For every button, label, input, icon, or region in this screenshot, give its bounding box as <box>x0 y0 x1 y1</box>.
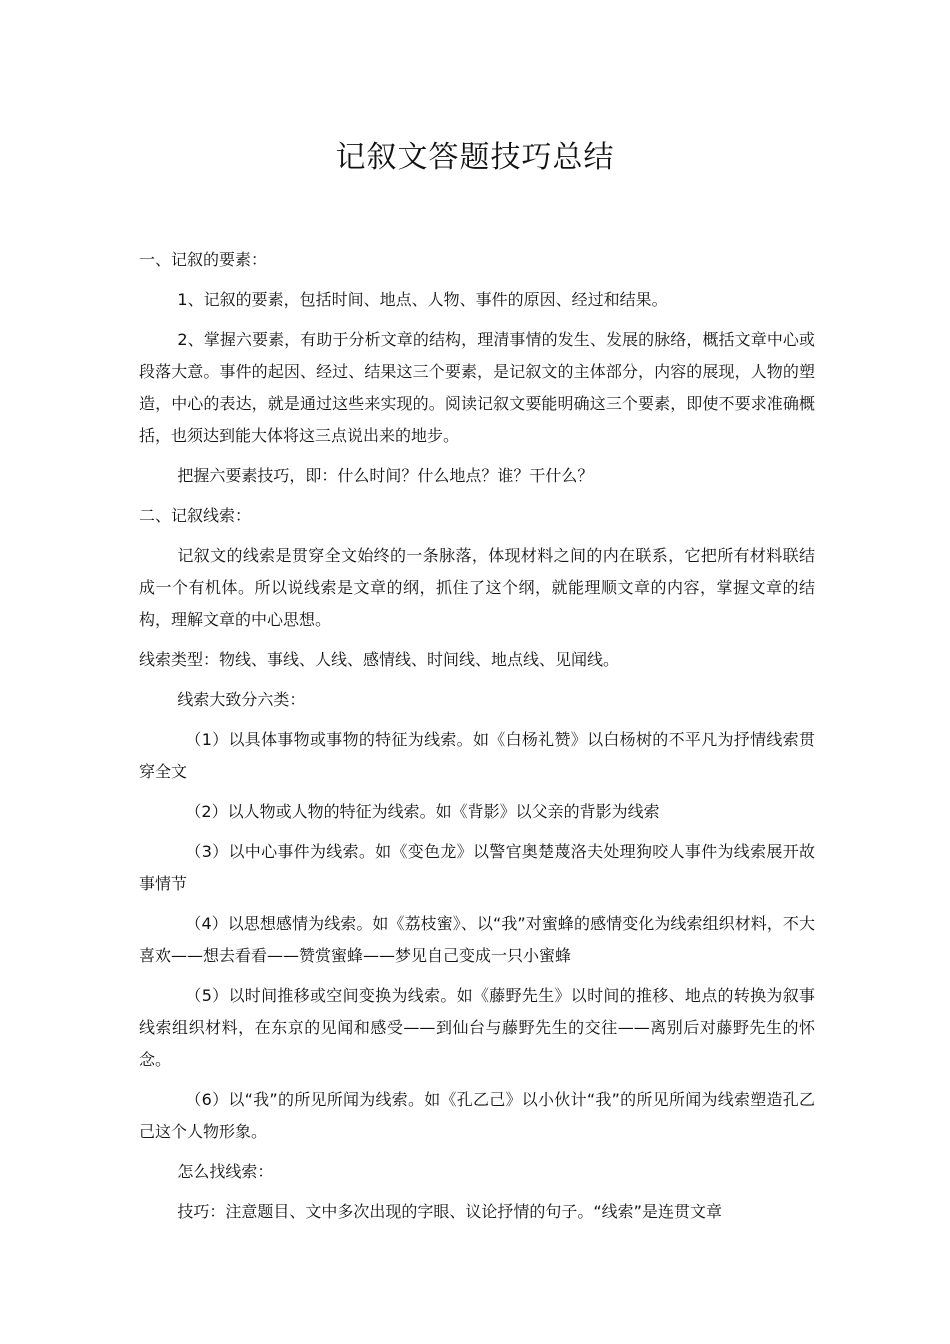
paragraph-clue-six-kinds: 线索大致分六类： <box>177 690 306 709</box>
document-title: 记叙文答题技巧总结 <box>335 140 615 175</box>
list-item-clue-3: （3）以中心事件为线索。如《变色龙》以警官奥楚蔑洛夫处理狗咬人事件为线索展开故事情节 <box>139 842 815 893</box>
paragraph-elements-tip: 把握六要素技巧，即：什么时间？什么地点？谁？干什么？ <box>177 466 594 485</box>
document-body <box>139 244 815 1236</box>
section-heading-elements: 一、记叙的要素： <box>139 250 268 269</box>
paragraph-elements-2: 2、掌握六要素，有助于分析文章的结构，理清事情的发生、发展的脉络，概括文章中心或段落大意。事件的起因、经过、结果这三个要素，是记叙文的主体部分，内容的展现，人物的塑造，中心的表达，就是通过这些来实现的。阅读记叙文要能明确这三个要素，即使不要求准确概括，也须达到能大体将这三点说出来的地步。 <box>139 330 815 445</box>
list-item-clue-4: （4）以思想感情为线索。如《荔枝蜜》、以“我”对蜜蜂的感情变化为线索组织材料，不大喜欢——想去看看——赞赏蜜蜂——梦见自己变成一只小蜜蜂 <box>139 914 815 965</box>
list-item-clue-1: （1）以具体事物或事物的特征为线索。如《白杨礼赞》以白杨树的不平凡为抒情线索贯穿全文 <box>139 730 815 781</box>
paragraph-clue-types: 线索类型：物线、事线、人线、感情线、时间线、地点线、见闻线。 <box>139 650 620 669</box>
list-item-clue-5: （5）以时间推移或空间变换为线索。如《藤野先生》以时间的推移、地点的转换为叙事线索组织材料，在东京的见闻和感受——到仙台与藤野先生的交往——离别后对藤野先生的怀念。 <box>139 986 815 1069</box>
section-heading-clues: 二、记叙线索： <box>139 506 252 525</box>
list-item-clue-6: （6）以“我”的所见所闻为线索。如《孔乙己》以小伙计“我”的所见所闻为线索塑造孔乙己这个人物形象。 <box>139 1090 815 1141</box>
paragraph-technique: 技巧：注意题目、文中多次出现的字眼、议论抒情的句子。“线索”是连贯文章 <box>177 1202 722 1221</box>
paragraph-how-to-find: 怎么找线索： <box>177 1162 274 1181</box>
list-item-clue-2: （2）以人物或人物的特征为线索。如《背影》以父亲的背影为线索 <box>185 802 660 821</box>
paragraph-elements-1: 1、记叙的要素，包括时间、地点、人物、事件的原因、经过和结果。 <box>177 290 668 309</box>
paragraph-clues-definition: 记叙文的线索是贯穿全文始终的一条脉落，体现材料之间的内在联系，它把所有材料联结成一个有机体。所以说线索是文章的纲，抓住了这个纲，就能理顺文章的内容，掌握文章的结构，理解文章的中心思想。 <box>139 546 815 629</box>
